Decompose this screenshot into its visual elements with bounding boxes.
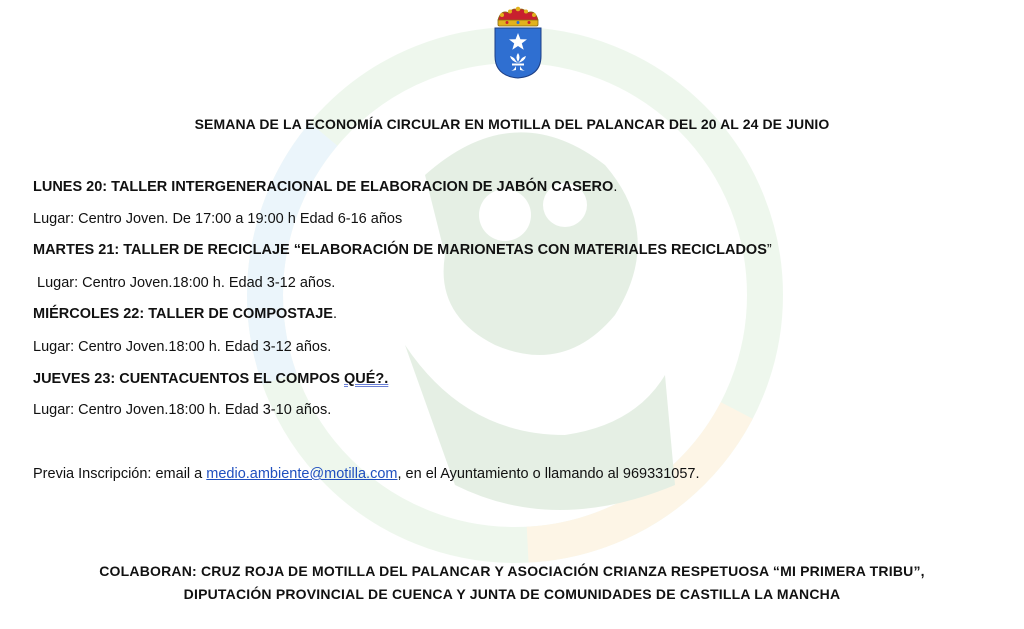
event-heading-text: JUEVES 23: CUENTACUENTOS EL COMPOS (33, 371, 345, 387)
event-details-wednesday: Lugar: Centro Joven.18:00 h. Edad 3-12 años. (33, 339, 332, 355)
event-heading-underlined: QUÉ?. (344, 371, 389, 387)
event-heading-monday (33, 179, 617, 195)
event-heading-text: MIÉRCOLES 22: TALLER DE COMPOSTAJE (33, 306, 333, 322)
event-details-monday: Lugar: Centro Joven. De 17:00 a 19:00 h Edad 6-16 años (33, 211, 403, 227)
collaborators-line-1: COLABORAN: CRUZ ROJA DE MOTILLA DEL PALANCAR Y ASOCIACIÓN CRIANZA RESPETUOSA “MI PRIMERA TRIBU”, (99, 563, 925, 579)
event-details-tuesday: Lugar: Centro Joven.18:00 h. Edad 3-12 años. (33, 275, 336, 291)
registration-line (33, 466, 700, 482)
event-heading-end: ” (766, 242, 772, 258)
registration-prefix: Previa Inscripción: email a (33, 466, 207, 482)
collaborators-line-2: DIPUTACIÓN PROVINCIAL DE CUENCA Y JUNTA DE COMUNIDADES DE CASTILLA LA MANCHA (183, 586, 841, 602)
event-heading-wednesday (33, 306, 337, 322)
event-details-thursday: Lugar: Centro Joven.18:00 h. Edad 3-10 años. (33, 402, 332, 418)
recycling-watermark-icon (235, 15, 795, 575)
registration-suffix: , en el Ayuntamiento o llamando al 969331057. (397, 466, 700, 482)
event-heading-thursday (33, 371, 388, 387)
email-link[interactable]: medio.ambiente@motilla.com (206, 466, 398, 482)
coat-of-arms-icon (489, 6, 547, 80)
event-heading-end: . (332, 306, 337, 322)
event-heading-tuesday (33, 242, 772, 258)
event-heading-text: LUNES 20: TALLER INTERGENERACIONAL DE ELABORACION DE JABÓN CASERO (33, 179, 614, 195)
event-heading-end: . (613, 179, 618, 195)
document-title: SEMANA DE LA ECONOMÍA CIRCULAR EN MOTILLA DEL PALANCAR DEL 20 AL 24 DE JUNIO (194, 116, 830, 132)
event-heading-text: MARTES 21: TALLER DE RECICLAJE “ELABORACIÓN DE MARIONETAS CON MATERIALES RECICLADOS (33, 242, 767, 258)
